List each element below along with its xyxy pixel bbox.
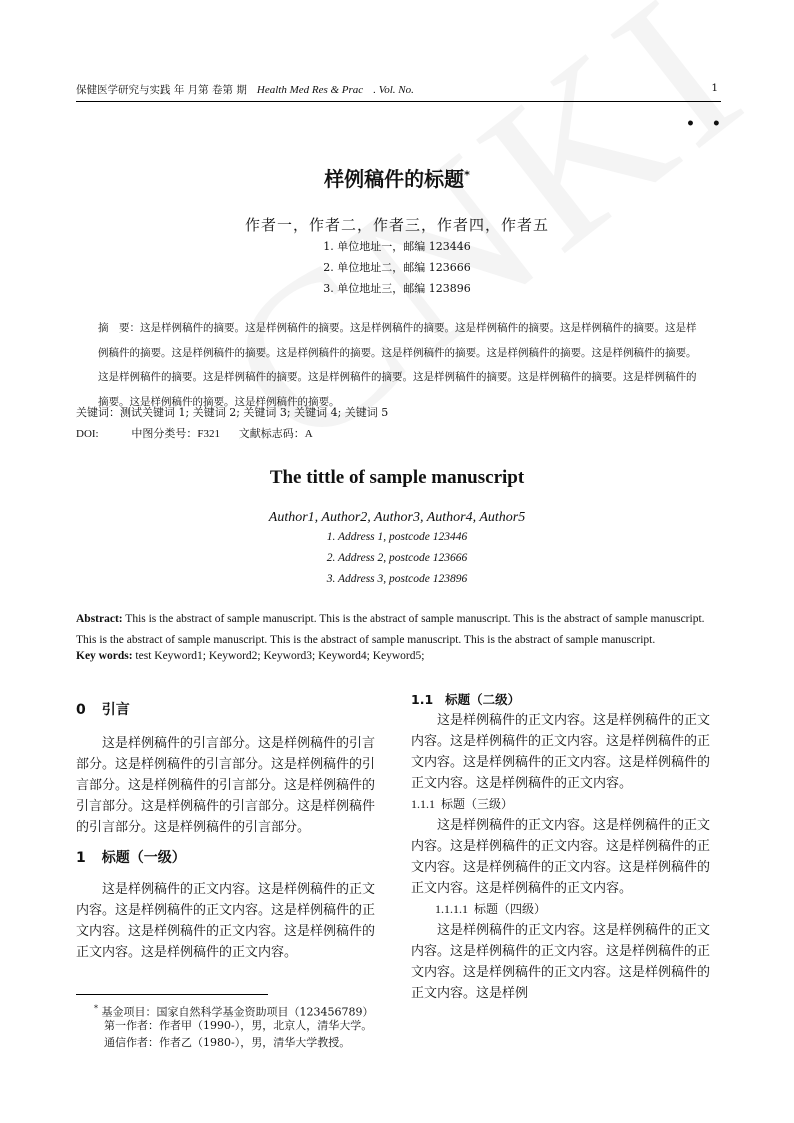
doi-line xyxy=(76,425,329,441)
footnote-rule xyxy=(76,994,268,995)
section-heading-1 xyxy=(76,848,386,869)
keywords-en xyxy=(76,650,424,662)
section-body-1: 这是样例稿件的正文内容。这是样例稿件的正文内容。这是样例稿件的正文内容。这是样例稿件的正文内容。这是样例稿件的正文内容。这是样例稿件的正文内容。这是样例稿件的正文内容。 xyxy=(76,882,376,960)
footnote-corresponding-author xyxy=(104,1034,350,1051)
section-number: 1 xyxy=(76,850,86,866)
section-title: 标题（一级） xyxy=(101,850,186,866)
section-body-1-1-1: 这是样例稿件的正文内容。这是样例稿件的正文内容。这是样例稿件的正文内容。这是样例稿件的正文内容。这是样例稿件的正文内容。这是样例稿件的正文内容。这是样例稿件的正文内容。 xyxy=(411,818,711,896)
address-cn-1: 1. 单位地址一，邮编 123446 xyxy=(323,240,471,253)
document-code: 文献标志码：A xyxy=(238,428,313,440)
abstract-cn xyxy=(98,316,700,414)
section-heading-1-1 xyxy=(411,689,721,710)
fund-label: 基金项目： xyxy=(101,1005,157,1019)
address-cn-2: 2. 单位地址二，邮编 123666 xyxy=(323,261,471,274)
section-body-1-1: 这是样例稿件的正文内容。这是样例稿件的正文内容。这是样例稿件的正文内容。这是样例稿件的正文内容。这是样例稿件的正文内容。这是样例稿件的正文内容。这是样例稿件的正文内容。 xyxy=(411,713,711,791)
journal-name-cn: 保健医学研究与实践 年 月第 卷第 期 xyxy=(76,84,247,96)
first-author-label: 第一作者： xyxy=(104,1019,159,1032)
section-number: 1.1.1 xyxy=(411,797,435,811)
abstract-cn-label: 摘 要： xyxy=(98,322,140,334)
keywords-en-text: test Keyword1; Keyword2; Keyword3; Keyword4; Keyword5; xyxy=(132,650,425,662)
first-author-text: 作者甲（1990-），男，北京人，清华大学。 xyxy=(159,1019,373,1032)
section-heading-1-1-1 xyxy=(411,794,721,815)
corresponding-author-text: 作者乙（1980-），男，清华大学教授。 xyxy=(159,1036,351,1049)
clc-number: 中图分类号：F321 xyxy=(131,428,220,440)
section-title: 标题（三级） xyxy=(441,797,514,811)
footnote-first-author xyxy=(104,1017,372,1034)
address-cn-3: 3. 单位地址三，邮编 123896 xyxy=(323,282,471,295)
section-title: 标题（四级） xyxy=(474,902,547,916)
section-title: 标题（二级） xyxy=(445,692,521,707)
authors-en: Author1, Author2, Author3, Author4, Author5 xyxy=(268,510,526,525)
title-cn xyxy=(0,163,794,192)
section-heading-1-1-1-1 xyxy=(411,899,721,920)
abstract-cn-text: 这是样例稿件的摘要。这是样例稿件的摘要。这是样例稿件的摘要。这是样例稿件的摘要。这是样例稿件的摘要。这是样例稿件的摘要。这是样例稿件的摘要。这是样例稿件的摘要。这是样例稿件的摘要。这是样例稿件的摘要。这是样例稿件的摘要。这是样例稿件的摘要。这是样例稿件的摘要。这是样例稿件的摘要。这是样例稿件的摘要。这是样例稿件的摘要。这是样例稿件的摘要。这是样例稿件的摘要。这是样例稿件的摘要。 xyxy=(98,322,697,408)
journal-name-en: Health Med Res & Prac xyxy=(256,84,364,96)
keywords-cn-text: 测试关键词 1; 关键词 2; 关键词 3; 关键词 4; 关键词 5 xyxy=(120,406,389,419)
keywords-en-label: Key words: xyxy=(76,650,133,662)
corresponding-author-label: 通信作者： xyxy=(104,1036,159,1049)
address-en-1: 1. Address 1, postcode 123446 xyxy=(326,531,468,543)
keywords-cn xyxy=(76,404,388,420)
section-body-0: 这是样例稿件的引言部分。这是样例稿件的引言部分。这是样例稿件的引言部分。这是样例稿件的引言部分。这是样例稿件的引言部分。这是样例稿件的引言部分。这是样例稿件的引言部分。这是样例稿件的引言部分。这是样例稿件的引言部分。 xyxy=(76,736,376,835)
fund-text: 国家自然科学基金资助项目（123456789） xyxy=(156,1005,374,1019)
section-body-1-1-1-1: 这是样例稿件的正文内容。这是样例稿件的正文内容。这是样例稿件的正文内容。这是样例稿件的正文内容。这是样例稿件的正文内容。这是样例稿件的正文内容。这是样例 xyxy=(411,923,711,1001)
authors-cn: 作者一，作者二，作者三，作者四，作者五 xyxy=(244,216,549,234)
page-number: 1 xyxy=(711,82,718,94)
section-title: 引言 xyxy=(101,702,130,718)
section-number: 1.1.1.1 xyxy=(435,902,468,916)
address-en-3: 3. Address 3, postcode 123896 xyxy=(326,573,468,585)
address-en-2: 2. Address 2, postcode 123666 xyxy=(326,552,468,564)
abstract-en-label: Abstract: xyxy=(76,613,123,625)
keywords-cn-label: 关键词： xyxy=(76,406,120,419)
running-header xyxy=(76,82,718,97)
doi-label: DOI: xyxy=(76,428,99,440)
abstract-en xyxy=(76,609,721,651)
section-heading-0 xyxy=(76,700,386,721)
header-dots: • • xyxy=(686,116,727,132)
title-footnote-mark: * xyxy=(464,168,470,182)
right-column xyxy=(411,689,721,1004)
title-cn-text: 样例稿件的标题 xyxy=(324,167,465,191)
abstract-en-text: This is the abstract of sample manuscript. This is the abstract of sample manuscript. This is the abstract of sample manuscript. This is the abstract of sample manuscript. This is the abstract of sample manuscript. This is the abstract of sample manuscript. xyxy=(76,613,705,646)
title-en: The tittle of sample manuscript xyxy=(269,467,525,488)
footnote-mark: * xyxy=(94,1004,98,1013)
section-number: 0 xyxy=(76,702,86,718)
section-number: 1.1 xyxy=(411,692,434,707)
header-rule xyxy=(76,101,721,102)
left-column xyxy=(76,700,386,963)
volume-number: . Vol. No. xyxy=(373,84,414,96)
